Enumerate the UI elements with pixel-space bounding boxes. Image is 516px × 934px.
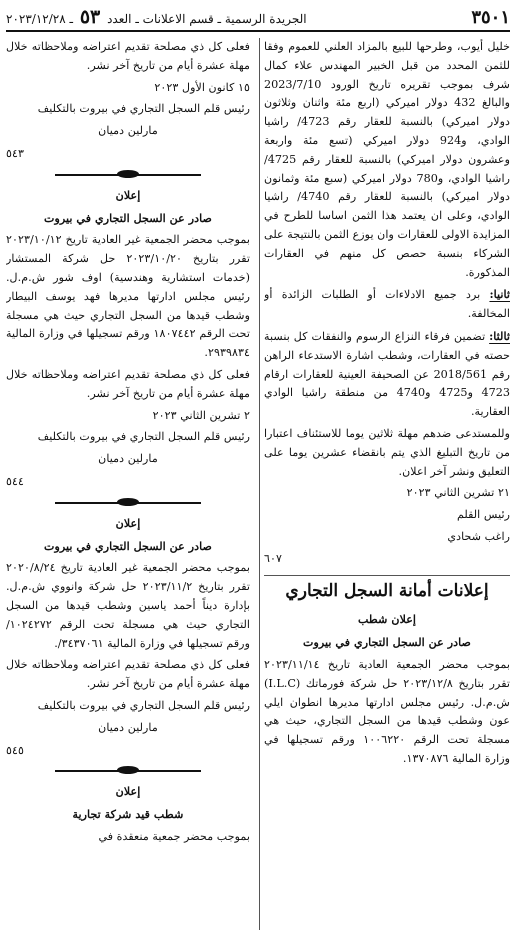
- objection-text: فعلى كل ذي مصلحة تقديم اعتراضه وملاحظاته خلال مهلة عشرة أيام من تاريخ آخر نشر.: [6, 367, 250, 400]
- paragraph-2-text: برد جميع الادلاءات أو الطلبات الزائدة أو المخالفة.: [264, 288, 510, 321]
- right-column: [264, 38, 510, 930]
- issue-date: ٢٠٢٣/١٢/٢٨: [6, 12, 66, 26]
- objection-text: فعلى كل ذي مصلحة تقديم اعتراضه وملاحظاته خلال مهلة عشرة أيام من تاريخ آخر نشر.: [6, 40, 250, 72]
- ornament-divider: [6, 168, 250, 182]
- column-divider: [259, 38, 260, 930]
- reference-number: ٥٤٥: [6, 743, 25, 757]
- notice-source: صادر عن السجل التجاري في بيروت: [43, 538, 213, 553]
- paragraph-3-label: ثالثا:: [489, 328, 510, 343]
- header-prefix: الجريدة الرسمية ـ قسم الاعلانات ـ العدد: [107, 12, 307, 26]
- page-number: ٣٥٠١: [471, 6, 510, 28]
- notice-body: بموجب محضر جمعية منعقدة في: [98, 829, 250, 843]
- reference-number: ٥٤٣: [6, 146, 25, 160]
- notice-title: إعلان: [115, 515, 141, 530]
- notice-date: ١٥ كانون الأول ٢٠٢٣: [154, 80, 250, 94]
- notice-source: صادر عن السجل التجاري في بيروت: [302, 635, 472, 650]
- signer-title: رئيس القلم: [456, 508, 510, 522]
- left-column: [6, 38, 250, 930]
- paragraph-2-label: ثانيا:: [489, 287, 510, 302]
- judgment-paragraph-1: خليل أيوب، وطرحها للبيع بالمزاد العلني للعموم وفقا للثمن المحدد من قبل الخبير المهندس علاء كمال شرف بموجب تقريره تاريخ الورود 2023/7/10 والبالغ 432 دولار اميركي (اربع مئة واثنان وثلاثون دولار اميركي) بالنسبة للعقار رقم 4723/ راشيا الوادي، و924 دولار اميركي (تسع مئة واربعة وعشرون دولار اميركي) بالنسبة للعقار رقم 4725/ راشيا الوادي، و780 دولار اميركي (سبع مئة وثمانون دولار اميركي) بالنسبة للعقار رقم 4740/ راشيا الوادي، وعلى ان يعتمد هذا الثمن اساسا للطرح في المزايدة الاولى للعقارات وان يوزع الثمن بالنتيجة على الشركاء بنسبة حصص كل منهم في العقارات المذكورة.: [264, 40, 510, 279]
- judgment-paragraph-3: [264, 327, 510, 422]
- ornament-divider: [6, 764, 250, 778]
- notice-date: ٢١ تشرين الثاني ٢٠٢٣: [406, 486, 510, 500]
- section-title: إعلانات أمانة السجل التجاري: [264, 575, 510, 601]
- notice-date: ٢ تشرين الثاني ٢٠٢٣: [152, 408, 250, 422]
- signer-title: رئيس قلم السجل التجاري في بيروت بالتكليف: [37, 102, 250, 116]
- objection-text: فعلى كل ذي مصلحة تقديم اعتراضه وملاحظاته خلال مهلة عشرة أيام من تاريخ آخر نشر.: [6, 658, 250, 691]
- header-text: [6, 6, 307, 28]
- header-separator: ـ: [69, 12, 73, 26]
- issue-number: ٥٣: [79, 6, 101, 28]
- notice-source: صادر عن السجل التجاري في بيروت: [43, 210, 213, 225]
- ornament-divider: [6, 496, 250, 510]
- notice-body: بموجب محضر الجمعية العادية تاريخ ٢٠٢٣/١١/١٤ تقرر بتاريخ ٢٠٢٣/١٢/٨ حل شركة فورماتك (I.L.C) ش.م.ل. رئيس مجلس ادارتها مديرها انطوان ايلي عون وشطب قيدها من السجل التجاري، حيث هي مسجلة تحت الرقم ١٠٠٦٢٢٠ ورقم تسجيلها في وزارة المالية ١٣٧٠٨٧٦.: [264, 657, 510, 765]
- reference-number: ٦٠٧: [264, 551, 283, 565]
- signer-name: مارلين دميان: [98, 124, 158, 138]
- judgment-paragraph-2: [264, 285, 510, 324]
- page-header: [6, 4, 510, 32]
- paragraph-3-text: تضمين فرقاء النزاع الرسوم والنفقات كل بنسبة حصته في العقارات، وشطب اشارة الاستدعاء الراهن رقم 2018/561 عن الصحيفة العينية للعقارات ارقام 4723 و4725 و4740 من منطقة راشيا الوادي العقارية.: [264, 329, 510, 419]
- notice-title: إعلان: [115, 784, 141, 799]
- appeal-paragraph: وللمستدعى ضدهم مهلة ثلاثين يوما للاستئناف اعتبارا من تاريخ التبليغ الذي يتم بانقضاء عشرين يوما على التعليق ونشر آخر اعلان.: [264, 426, 510, 478]
- signer-title: رئيس قلم السجل التجاري في بيروت بالتكليف: [37, 430, 250, 444]
- notice-title: إعلان: [115, 187, 141, 202]
- notice-title: إعلان شطب: [357, 612, 417, 627]
- signer-name: راغب شحادي: [447, 529, 510, 543]
- signer-name: مارلين دميان: [98, 452, 158, 466]
- notice-body: بموجب محضر الجمعية غير العادية تاريخ ٢٠٢٣/١٠/١٢ تقرر بتاريخ ٢٠٢٣/١٠/٢٠ حل شركة المستشار (خدمات استشارية وهندسية) اوف شور ش.م.ل. رئيس مجلس ادارتها مديرها فهد يوسف البيطار وشطب قيدها من السجل التجاري حيث هي مسجلة تحت الرقم ١٨٠٧٤٤٢ ورقم تسجيلها في وزارة المالية ٢٩٣٩٨٣٤.: [6, 233, 250, 360]
- notice-source: شطب قيد شركة تجارية: [72, 807, 184, 822]
- reference-number: ٥٤٤: [6, 474, 25, 488]
- signer-name: مارلين دميان: [98, 720, 158, 734]
- signer-title: رئيس قلم السجل التجاري في بيروت بالتكليف: [37, 698, 250, 712]
- notice-body: بموجب محضر الجمعية غير العادية تاريخ ٢٠٢٠/٨/٢٤ تقرر بتاريخ ٢٠٢٣/١١/٢ حل شركة وانووي ش.م.ل. بإدارة ديناً أحمد ياسين وشطب قيدها من السجل التجاري حيث هي مسجلة تحت الرقم ١٠٢٤٢٧٢/ ورقم تسجيلها في وزارة المالية ٣٤٣٧٠٦١/.: [6, 561, 250, 650]
